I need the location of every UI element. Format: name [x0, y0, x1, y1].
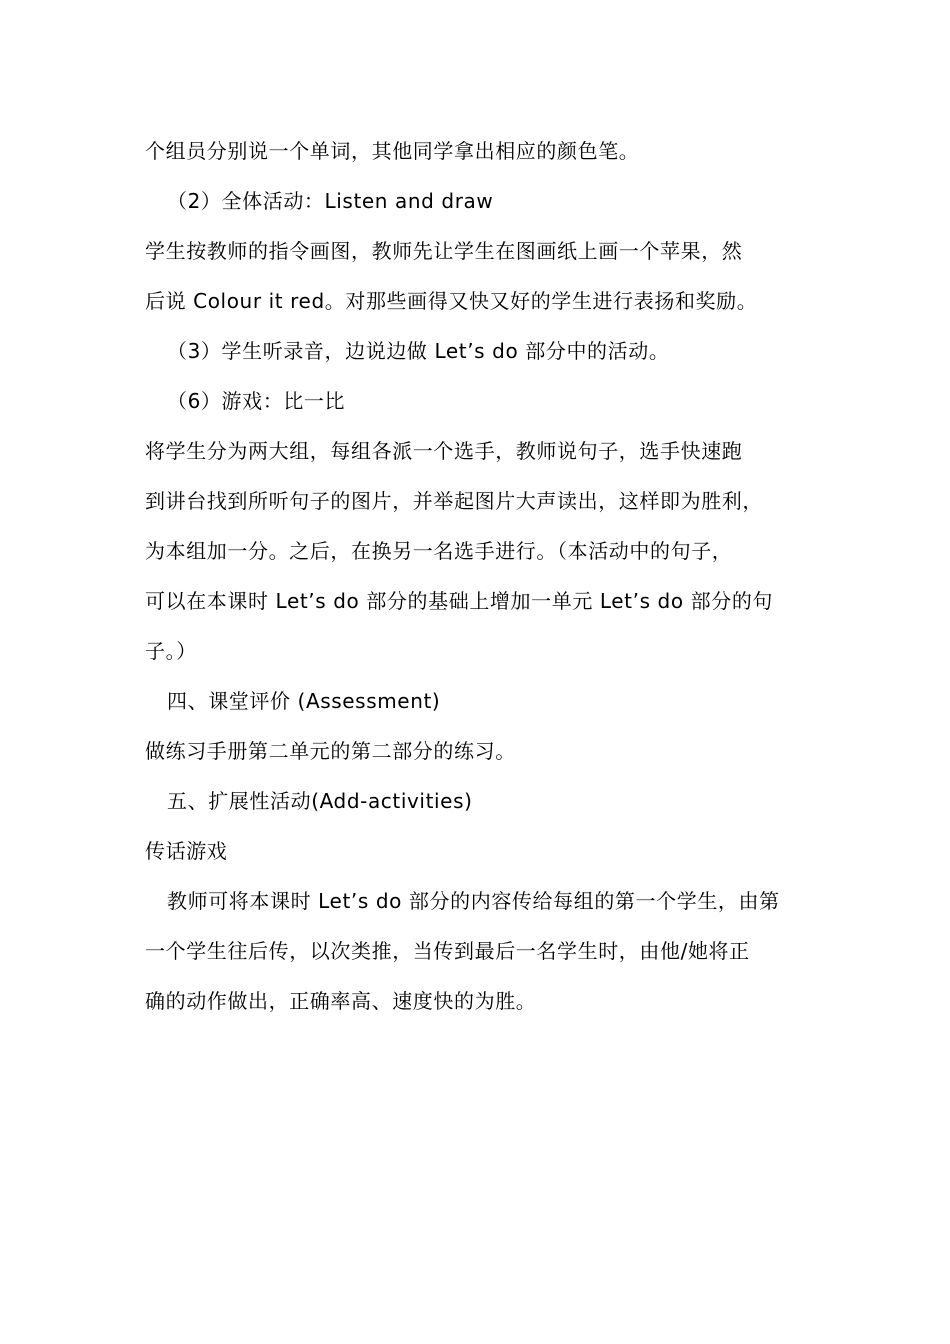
body-text-line: 可以在本课时 Let’s do 部分的基础上增加一单元 Let’s do 部分的句 [145, 589, 774, 613]
activity-heading-lets-do: （3）学生听录音，边说边做 Let’s do 部分中的活动。 [167, 339, 670, 363]
body-text-line: 传话游戏 [145, 839, 228, 863]
activity-heading-game: （6）游戏：比一比 [167, 389, 346, 413]
body-text-line: 个组员分别说一个单词，其他同学拿出相应的颜色笔。 [145, 139, 640, 163]
document-body [145, 131, 825, 1031]
body-text-line: 学生按教师的指令画图，教师先让学生在图画纸上画一个苹果，然 [145, 239, 743, 263]
section-heading-add-activities: 五、扩展性活动(Add-activities) [167, 789, 473, 813]
body-text-line: 做练习手册第二单元的第二部分的练习。 [145, 739, 516, 763]
body-text-line: 一个学生往后传，以次类推，当传到最后一名学生时，由他/她将正 [145, 939, 750, 963]
section-heading-assessment: 四、课堂评价 (Assessment) [167, 689, 441, 713]
body-text-line: 到讲台找到所听句子的图片，并举起图片大声读出，这样即为胜利， [145, 489, 763, 513]
body-text-line: 确的动作做出，正确率高、速度快的为胜。 [145, 989, 537, 1013]
body-text-line: 教师可将本课时 Let’s do 部分的内容传给每组的第一个学生，由第 [167, 889, 780, 913]
body-text-line: 为本组加一分。之后，在换另一名选手进行。（本活动中的句子， [145, 539, 733, 563]
activity-heading-listen-and-draw: （2）全体活动：Listen and draw [167, 189, 494, 213]
body-text-line: 将学生分为两大组，每组各派一个选手，教师说句子，选手快速跑 [145, 439, 743, 463]
body-text-line: 后说 Colour it red。对那些画得又快又好的学生进行表扬和奖励。 [145, 289, 758, 313]
body-text-line: 子。） [145, 639, 197, 663]
